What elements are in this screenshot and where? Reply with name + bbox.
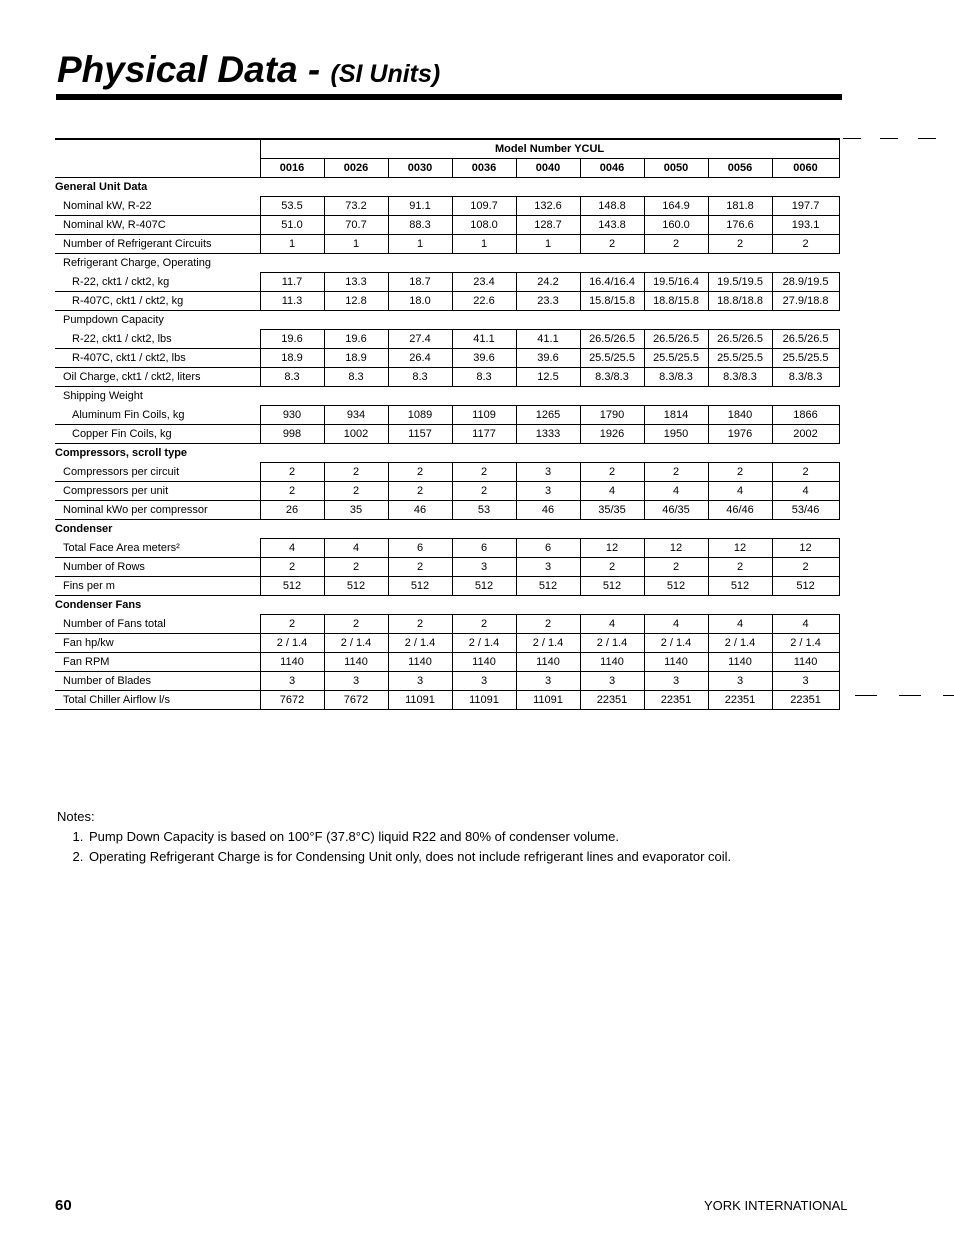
table-cell: 3 <box>516 672 580 691</box>
table-cell: 51.0 <box>260 216 324 235</box>
table-cell: 12.8 <box>324 292 388 311</box>
table-row <box>55 463 839 482</box>
table-cell: 22.6 <box>452 292 516 311</box>
table-cell: 2 <box>260 558 324 577</box>
table-cell: 143.8 <box>580 216 644 235</box>
table-cell: 148.8 <box>580 197 644 216</box>
table-cell: 1 <box>324 235 388 254</box>
table-cell: 2 / 1.4 <box>388 634 452 653</box>
table-cell: 108.0 <box>452 216 516 235</box>
page-number: 60 <box>55 1197 72 1214</box>
table-cell: 18.9 <box>324 349 388 368</box>
table-cell: 4 <box>260 539 324 558</box>
model-header-0030: 0030 <box>388 159 452 178</box>
table-row <box>55 406 839 425</box>
table-cell: 41.1 <box>452 330 516 349</box>
table-cell: 19.5/16.4 <box>644 273 708 292</box>
table-cell: 26.5/26.5 <box>772 330 839 349</box>
row-label: Number of Rows <box>55 558 260 577</box>
group-label: Refrigerant Charge, Operating <box>63 257 211 270</box>
table-cell: 1950 <box>644 425 708 444</box>
table-caption-row <box>55 139 839 159</box>
table-cell: 3 <box>516 482 580 501</box>
table-cell: 22351 <box>708 691 772 710</box>
table-cell: 91.1 <box>388 197 452 216</box>
table-cell: 512 <box>644 577 708 596</box>
row-label: Fins per m <box>55 577 260 596</box>
table-cell: 23.4 <box>452 273 516 292</box>
row-label: Nominal kW, R-22 <box>55 197 260 216</box>
group-row <box>55 254 839 273</box>
table-cell: 1140 <box>516 653 580 672</box>
table-cell: 16.4/16.4 <box>580 273 644 292</box>
table-cell: 181.8 <box>708 197 772 216</box>
table-cell: 4 <box>644 615 708 634</box>
model-header-0046: 0046 <box>580 159 644 178</box>
table-cell: 197.7 <box>772 197 839 216</box>
group-row <box>55 387 839 406</box>
table-cell: 2 <box>324 615 388 634</box>
table-cell: 13.3 <box>324 273 388 292</box>
table-cell: 2 <box>772 235 839 254</box>
table-cell: 25.5/25.5 <box>580 349 644 368</box>
table-cell: 109.7 <box>452 197 516 216</box>
table-cell: 998 <box>260 425 324 444</box>
table-row <box>55 197 839 216</box>
section-row <box>55 596 839 615</box>
table-cell: 193.1 <box>772 216 839 235</box>
table-cell: 27.4 <box>388 330 452 349</box>
row-label: Total Face Area meters² <box>55 539 260 558</box>
table-cell: 1140 <box>388 653 452 672</box>
table-row <box>55 634 839 653</box>
note-item: 1. Pump Down Capacity is based on 100°F (37.8°C) liquid R22 and 80% of condenser volume. <box>87 827 731 847</box>
table-row <box>55 216 839 235</box>
table-cell: 26 <box>260 501 324 520</box>
table-cell: 2 <box>260 615 324 634</box>
model-header-0036: 0036 <box>452 159 516 178</box>
edge-mark <box>843 138 861 139</box>
table-cell: 24.2 <box>516 273 580 292</box>
table-cell: 8.3/8.3 <box>708 368 772 387</box>
table-cell: 2 / 1.4 <box>772 634 839 653</box>
table-row <box>55 273 839 292</box>
table-cell: 2 <box>772 558 839 577</box>
table-cell: 2 <box>388 482 452 501</box>
section-filler <box>260 520 839 539</box>
table-cell: 1002 <box>324 425 388 444</box>
table-cell: 8.3 <box>324 368 388 387</box>
table-cell: 26.5/26.5 <box>644 330 708 349</box>
table-cell: 1177 <box>452 425 516 444</box>
table-cell: 2 <box>644 235 708 254</box>
table-cell: 3 <box>260 672 324 691</box>
model-header-0026: 0026 <box>324 159 388 178</box>
table-cell: 512 <box>708 577 772 596</box>
table-cell: 512 <box>388 577 452 596</box>
table-row <box>55 501 839 520</box>
table-cell: 1089 <box>388 406 452 425</box>
table-cell: 2 <box>260 482 324 501</box>
row-label: Aluminum Fin Coils, kg <box>55 406 260 425</box>
table-cell: 164.9 <box>644 197 708 216</box>
table-cell: 88.3 <box>388 216 452 235</box>
edge-mark <box>880 138 898 139</box>
table-cell: 25.5/25.5 <box>708 349 772 368</box>
table-cell: 3 <box>772 672 839 691</box>
table-cell: 53/46 <box>772 501 839 520</box>
table-cell: 39.6 <box>452 349 516 368</box>
table-cell: 3 <box>324 672 388 691</box>
table-corner-cell <box>55 139 260 159</box>
table-cell: 1140 <box>260 653 324 672</box>
table-cell: 2 <box>516 615 580 634</box>
edge-mark <box>855 695 877 696</box>
table-cell: 3 <box>388 672 452 691</box>
table-cell: 11.7 <box>260 273 324 292</box>
table-cell: 41.1 <box>516 330 580 349</box>
table-cell: 1109 <box>452 406 516 425</box>
table-row <box>55 292 839 311</box>
group-label: Shipping Weight <box>63 390 143 403</box>
table-cell: 512 <box>260 577 324 596</box>
title-rule <box>56 94 842 100</box>
table-cell: 1790 <box>580 406 644 425</box>
table-cell: 2 <box>708 463 772 482</box>
group-label: Pumpdown Capacity <box>63 314 164 327</box>
table-row <box>55 672 839 691</box>
table-cell: 2 <box>452 482 516 501</box>
table-cell: 1140 <box>772 653 839 672</box>
table-cell: 2 <box>388 463 452 482</box>
table-cell: 1866 <box>772 406 839 425</box>
table-cell: 19.6 <box>324 330 388 349</box>
table-corner-cell <box>55 159 260 178</box>
table-cell: 2 / 1.4 <box>708 634 772 653</box>
table-cell: 1814 <box>644 406 708 425</box>
row-label: Oil Charge, ckt1 / ckt2, liters <box>55 368 260 387</box>
group-filler <box>260 254 839 273</box>
row-label: Fan RPM <box>55 653 260 672</box>
model-header-row <box>55 159 839 178</box>
model-header-0016: 0016 <box>260 159 324 178</box>
table-cell: 18.7 <box>388 273 452 292</box>
table-cell: 8.3 <box>260 368 324 387</box>
section-heading: Condenser <box>55 523 113 536</box>
table-cell: 2 / 1.4 <box>580 634 644 653</box>
table-cell: 46 <box>516 501 580 520</box>
table-cell: 1140 <box>452 653 516 672</box>
table-cell: 2 <box>580 235 644 254</box>
table-cell: 2 <box>452 615 516 634</box>
row-label: Nominal kWo per compressor <box>55 501 260 520</box>
table-cell: 6 <box>388 539 452 558</box>
table-cell: 8.3/8.3 <box>580 368 644 387</box>
table-row <box>55 653 839 672</box>
row-label: Number of Refrigerant Circuits <box>55 235 260 254</box>
table-cell: 1157 <box>388 425 452 444</box>
table-cell: 2 <box>580 558 644 577</box>
table-cell: 4 <box>708 615 772 634</box>
table-row <box>55 482 839 501</box>
table-cell: 19.6 <box>260 330 324 349</box>
row-label: R-22, ckt1 / ckt2, lbs <box>55 330 260 349</box>
table-cell: 128.7 <box>516 216 580 235</box>
company-name: YORK INTERNATIONAL <box>704 1198 848 1213</box>
model-header-0060: 0060 <box>772 159 839 178</box>
table-cell: 12 <box>772 539 839 558</box>
table-row <box>55 691 839 710</box>
table-cell: 176.6 <box>708 216 772 235</box>
table-cell: 12 <box>708 539 772 558</box>
table-cell: 930 <box>260 406 324 425</box>
table-row <box>55 330 839 349</box>
table-cell: 1265 <box>516 406 580 425</box>
table-cell: 512 <box>772 577 839 596</box>
row-label: Compressors per circuit <box>55 463 260 482</box>
table-cell: 2 <box>260 463 324 482</box>
model-header-0050: 0050 <box>644 159 708 178</box>
table-cell: 28.9/19.5 <box>772 273 839 292</box>
table-cell: 2 <box>644 463 708 482</box>
table-row <box>55 615 839 634</box>
table-cell: 2 <box>388 615 452 634</box>
table-cell: 8.3 <box>452 368 516 387</box>
table-row <box>55 558 839 577</box>
table-cell: 35 <box>324 501 388 520</box>
table-row <box>55 368 839 387</box>
table-cell: 11091 <box>388 691 452 710</box>
row-label: Copper Fin Coils, kg <box>55 425 260 444</box>
table-cell: 46/46 <box>708 501 772 520</box>
page-title-main: Physical Data - <box>57 49 331 90</box>
row-label: Number of Blades <box>55 672 260 691</box>
table-cell: 1926 <box>580 425 644 444</box>
table-cell: 12.5 <box>516 368 580 387</box>
table-cell: 1840 <box>708 406 772 425</box>
table-cell: 4 <box>580 482 644 501</box>
group-row <box>55 311 839 330</box>
table-cell: 4 <box>324 539 388 558</box>
table-cell: 2 / 1.4 <box>644 634 708 653</box>
table-cell: 2 / 1.4 <box>260 634 324 653</box>
group-filler <box>260 311 839 330</box>
table-cell: 160.0 <box>644 216 708 235</box>
row-label: Nominal kW, R-407C <box>55 216 260 235</box>
table-cell: 22351 <box>580 691 644 710</box>
table-cell: 4 <box>708 482 772 501</box>
page-title <box>57 48 440 96</box>
section-heading: Condenser Fans <box>55 599 142 612</box>
section-filler <box>260 596 839 615</box>
row-label: Fan hp/kw <box>55 634 260 653</box>
table-cell: 46 <box>388 501 452 520</box>
table-body <box>55 178 839 710</box>
row-label: Number of Fans total <box>55 615 260 634</box>
section-row <box>55 444 839 463</box>
table-row <box>55 349 839 368</box>
table-cell: 22351 <box>644 691 708 710</box>
table-cell: 25.5/25.5 <box>772 349 839 368</box>
section-row <box>55 520 839 539</box>
table-cell: 2 / 1.4 <box>516 634 580 653</box>
table-cell: 3 <box>708 672 772 691</box>
table-cell: 73.2 <box>324 197 388 216</box>
table-cell: 4 <box>772 482 839 501</box>
table-cell: 4 <box>644 482 708 501</box>
model-header-0056: 0056 <box>708 159 772 178</box>
table-cell: 1 <box>260 235 324 254</box>
table-cell: 2 <box>580 463 644 482</box>
table-cell: 26.5/26.5 <box>708 330 772 349</box>
table-cell: 23.3 <box>516 292 580 311</box>
table-cell: 3 <box>452 558 516 577</box>
table-cell: 1140 <box>324 653 388 672</box>
row-label: Total Chiller Airflow l/s <box>55 691 260 710</box>
table-cell: 25.5/25.5 <box>644 349 708 368</box>
table-cell: 1140 <box>580 653 644 672</box>
table-cell: 12 <box>580 539 644 558</box>
table-cell: 8.3 <box>388 368 452 387</box>
table-cell: 18.0 <box>388 292 452 311</box>
table-cell: 2 <box>324 463 388 482</box>
row-label: R-407C, ckt1 / ckt2, lbs <box>55 349 260 368</box>
table-cell: 12 <box>644 539 708 558</box>
table-cell: 2002 <box>772 425 839 444</box>
table-row <box>55 539 839 558</box>
section-filler <box>260 178 839 197</box>
table-cell: 27.9/18.8 <box>772 292 839 311</box>
edge-mark <box>943 695 954 696</box>
table-cell: 2 <box>708 558 772 577</box>
table-cell: 1 <box>516 235 580 254</box>
table-cell: 6 <box>452 539 516 558</box>
table-cell: 2 <box>452 463 516 482</box>
note-item: 2. Operating Refrigerant Charge is for Condensing Unit only, does not include refrigerant lines and evaporator coil. <box>87 847 731 867</box>
table-cell: 2 / 1.4 <box>452 634 516 653</box>
model-header-0040: 0040 <box>516 159 580 178</box>
table-cell: 2 / 1.4 <box>324 634 388 653</box>
section-heading: Compressors, scroll type <box>55 447 188 460</box>
table-cell: 15.8/15.8 <box>580 292 644 311</box>
table-cell: 22351 <box>772 691 839 710</box>
table-cell: 4 <box>772 615 839 634</box>
table-cell: 26.5/26.5 <box>580 330 644 349</box>
row-label: Compressors per unit <box>55 482 260 501</box>
section-filler <box>260 444 839 463</box>
table-cell: 2 <box>772 463 839 482</box>
table-cell: 512 <box>580 577 644 596</box>
notes <box>57 807 731 867</box>
table-cell: 19.5/19.5 <box>708 273 772 292</box>
group-filler <box>260 387 839 406</box>
table-cell: 3 <box>516 558 580 577</box>
table-cell: 2 <box>708 235 772 254</box>
table-cell: 11091 <box>516 691 580 710</box>
table-row <box>55 235 839 254</box>
table-cell: 2 <box>388 558 452 577</box>
row-label: R-22, ckt1 / ckt2, kg <box>55 273 260 292</box>
table-cell: 132.6 <box>516 197 580 216</box>
table-cell: 2 <box>324 558 388 577</box>
table-cell: 2 <box>324 482 388 501</box>
row-label: R-407C, ckt1 / ckt2, kg <box>55 292 260 311</box>
physical-data-table <box>55 138 840 710</box>
table-cell: 46/35 <box>644 501 708 520</box>
table-cell: 11.3 <box>260 292 324 311</box>
table-cell: 3 <box>580 672 644 691</box>
table-cell: 512 <box>452 577 516 596</box>
table-cell: 7672 <box>324 691 388 710</box>
table-row <box>55 577 839 596</box>
table-cell: 3 <box>644 672 708 691</box>
table-cell: 70.7 <box>324 216 388 235</box>
table-cell: 1976 <box>708 425 772 444</box>
table-cell: 53 <box>452 501 516 520</box>
table-cell: 1333 <box>516 425 580 444</box>
table-cell: 26.4 <box>388 349 452 368</box>
edge-mark <box>899 695 921 696</box>
table-cell: 35/35 <box>580 501 644 520</box>
table-cell: 18.9 <box>260 349 324 368</box>
notes-list <box>57 827 731 867</box>
table-cell: 18.8/18.8 <box>708 292 772 311</box>
table-cell: 7672 <box>260 691 324 710</box>
edge-mark <box>918 138 936 139</box>
section-heading: General Unit Data <box>55 181 148 194</box>
table-caption: Model Number YCUL <box>260 139 839 159</box>
table-cell: 8.3/8.3 <box>772 368 839 387</box>
table-cell: 3 <box>516 463 580 482</box>
table-cell: 4 <box>580 615 644 634</box>
table-cell: 39.6 <box>516 349 580 368</box>
notes-heading: Notes: <box>57 809 95 824</box>
table-row <box>55 425 839 444</box>
table-cell: 1 <box>388 235 452 254</box>
page-title-units: (SI Units) <box>330 60 441 88</box>
table-cell: 1 <box>452 235 516 254</box>
table-cell: 1140 <box>708 653 772 672</box>
table-cell: 1140 <box>644 653 708 672</box>
table-cell: 3 <box>452 672 516 691</box>
section-row <box>55 178 839 197</box>
table-cell: 53.5 <box>260 197 324 216</box>
table-cell: 6 <box>516 539 580 558</box>
table-cell: 512 <box>516 577 580 596</box>
table-cell: 934 <box>324 406 388 425</box>
table-cell: 512 <box>324 577 388 596</box>
table-cell: 11091 <box>452 691 516 710</box>
table-cell: 2 <box>644 558 708 577</box>
table-cell: 8.3/8.3 <box>644 368 708 387</box>
table-cell: 18.8/15.8 <box>644 292 708 311</box>
